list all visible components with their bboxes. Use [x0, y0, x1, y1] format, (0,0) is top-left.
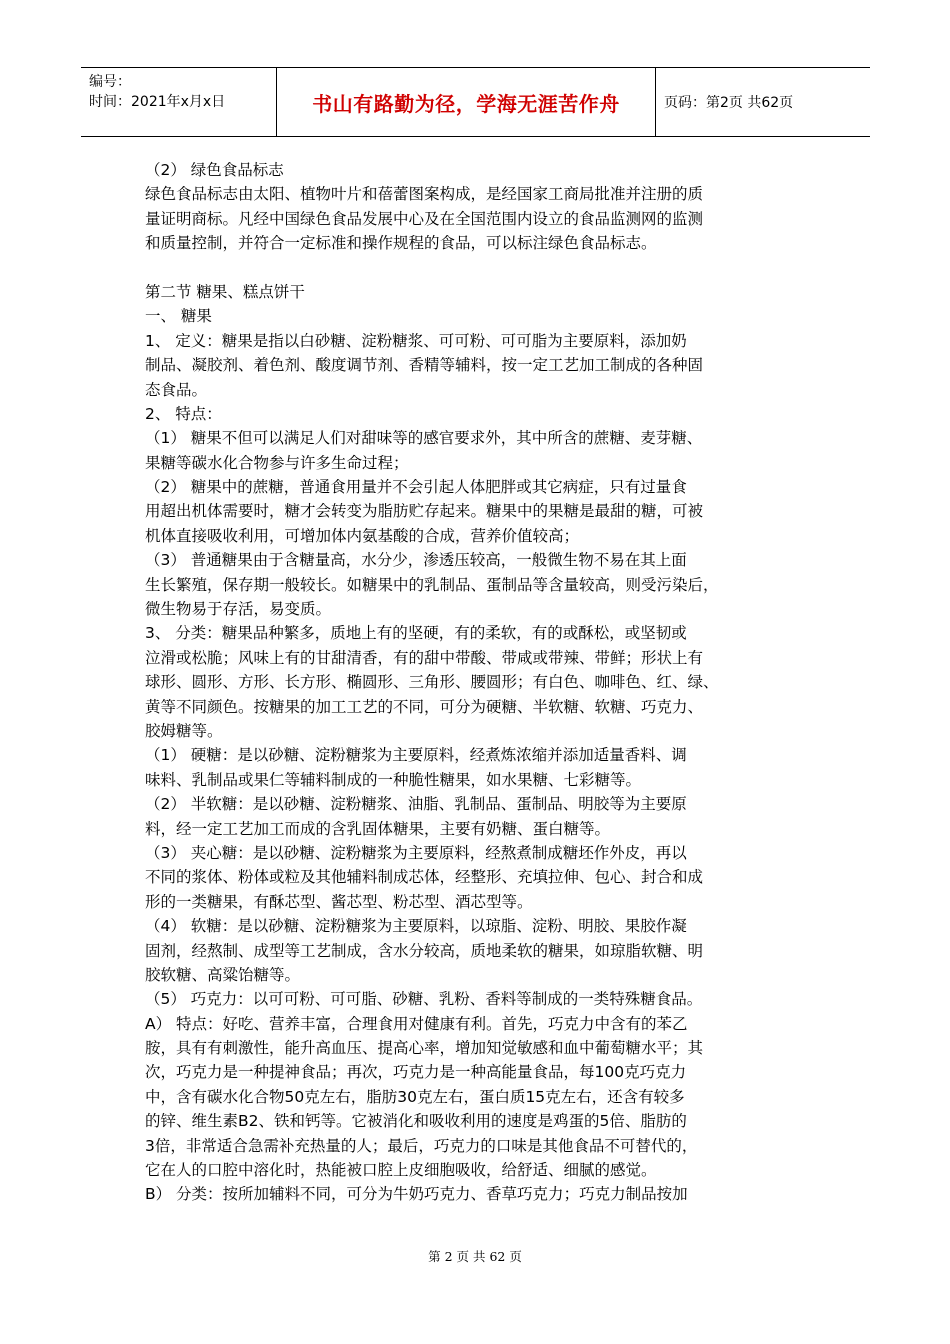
- text-line: 制品、凝胶剂、着色剂、酸度调节剂、香精等辅料，按一定工艺加工制成的各种固: [145, 356, 704, 375]
- text-line: 的锌、维生素B2、铁和钙等。它被消化和吸收利用的速度是鸡蛋的5倍、脂肪的: [145, 1112, 687, 1131]
- text-line: 胶软糖、高粱饴糖等。: [145, 965, 301, 984]
- text-line: 生长繁殖，保存期一般较长。如糖果中的乳制品、蛋制品等含量较高，则受污染后，: [145, 575, 719, 594]
- text-line: 胺，具有有刺激性，能升高血压、提高心率，增加知觉敏感和血中葡萄糖水平；其: [145, 1039, 704, 1058]
- text-line: （5） 巧克力：以可可粉、可可脂、砂糖、乳粉、香料等制成的一类特殊糖食品。: [145, 990, 703, 1009]
- header-meta: [81, 68, 276, 136]
- header-motto-cell: [276, 68, 656, 136]
- text-line: B） 分类：按所加辅料不同，可分为牛奶巧克力、香草巧克力；巧克力制品按加: [145, 1185, 688, 1204]
- document-body: [145, 158, 817, 1207]
- text-line: 3倍，非常适合急需补充热量的人；最后，巧克力的口味是其他食品不可替代的，: [145, 1136, 698, 1155]
- text-line: 和质量控制，并符合一定标准和操作规程的食品，可以标注绿色食品标志。: [145, 234, 657, 253]
- header-code-label: 编号：: [89, 74, 131, 90]
- text-line: （3） 普通糖果由于含糖量高，水分少，渗透压较高，一般微生物不易在其上面: [145, 551, 687, 570]
- text-line: 2、 特点：: [145, 404, 222, 423]
- text-line: 3、 分类：糖果品种繁多，质地上有的坚硬，有的柔软，有的或酥松，或坚韧或: [145, 624, 687, 643]
- text-line: （1） 硬糖：是以砂糖、淀粉糖浆为主要原料，经煮炼浓缩并添加适量香料、调: [145, 746, 687, 765]
- text-line: 它在人的口腔中溶化时，热能被口腔上皮细胞吸收，给舒适、细腻的感觉。: [145, 1161, 657, 1180]
- text-line: 固剂，经熬制、成型等工艺制成，含水分较高，质地柔软的糖果，如琼脂软糖、明: [145, 941, 704, 960]
- text-line: 泣滑或松脆；风味上有的甘甜清香，有的甜中带酸、带咸或带辣、带鲜；形状上有: [145, 648, 704, 667]
- text-line: 形的一类糖果，有酥芯型、酱芯型、粉芯型、酒芯型等。: [145, 892, 533, 911]
- text-line: （2） 绿色食品标志: [145, 161, 284, 179]
- text-line: 微生物易于存活，易变质。: [145, 600, 332, 619]
- page-footer: 第 2 页 共 62 页: [428, 1249, 522, 1264]
- text-line: （1） 糖果不但可以满足人们对甜味等的感官要求外，其中所含的蔗糖、麦芽糖、: [145, 429, 703, 448]
- text-line: 胶姆糖等。: [145, 721, 223, 740]
- text-line: 机体直接吸收利用，可增加体内氨基酸的合成，营养价值较高；: [145, 526, 580, 545]
- text-line: 黄等不同颜色。按糖果的加工工艺的不同，可分为硬糖、半软糖、软糖、巧克力、: [145, 697, 704, 716]
- text-line: 用超出机体需要时，糖才会转变为脂肪贮存起来。糖果中的果糖是最甜的糖，可被: [145, 502, 704, 521]
- text-line: 次，巧克力是一种提神食品；再次，巧克力是一种高能量食品，每100克巧克力: [145, 1063, 687, 1082]
- text-line: （3） 夹心糖：是以砂糖、淀粉糖浆为主要原料，经熬煮制成糖坯作外皮，再以: [145, 843, 687, 862]
- text-line: 中，含有碳水化合物50克左右，脂肪30克左右，蛋白质15克左右，还含有较多: [145, 1087, 685, 1106]
- text-line: A） 特点：好吃、营养丰富，合理食用对健康有利。首先，巧克力中含有的苯乙: [145, 1014, 688, 1033]
- text-line: （2） 半软糖：是以砂糖、淀粉糖浆、油脂、乳制品、蛋制品、明胶等为主要原: [145, 795, 687, 814]
- text-line: 一、 糖果: [145, 307, 212, 326]
- text-line: 第二节 糖果、糕点饼干: [145, 282, 305, 301]
- text-line: （2） 糖果中的蔗糖，普通食用量并不会引起人体肥胖或其它病症，只有过量食: [145, 478, 687, 497]
- text-line: 不同的浆体、粉体或粒及其他辅料制成芯体，经整形、充填拉伸、包心、封合和成: [145, 868, 704, 887]
- blank-line: [145, 256, 817, 280]
- text-line: 味料、乳制品或果仁等辅料制成的一种脆性糖果，如水果糖、七彩糖等。: [145, 770, 642, 789]
- text-line: 量证明商标。凡经中国绿色食品发展中心及在全国范围内设立的食品监测网的监测: [145, 209, 704, 228]
- header-page-info: 页码：第2页 共62页: [664, 95, 794, 111]
- text-line: 态食品。: [145, 380, 208, 399]
- text-line: 球形、圆形、方形、长方形、椭圆形、三角形、腰圆形；有白色、咖啡色、红、绿、: [145, 673, 719, 692]
- text-line: （4） 软糖：是以砂糖、淀粉糖浆为主要原料，以琼脂、淀粉、明胶、果胶作凝: [145, 917, 687, 936]
- header-time-label: 时间：2021年x月x日: [89, 94, 226, 110]
- header-motto: 书山有路勤为径，学海无涯苦作舟: [312, 91, 620, 116]
- text-line: 1、 定义：糖果是指以白砂糖、淀粉糖浆、可可粉、可可脂为主要原料，添加奶: [145, 331, 687, 350]
- page-header: [81, 67, 870, 137]
- text-line: 果糖等碳水化合物参与许多生命过程；: [145, 453, 409, 472]
- text-line: 绿色食品标志由太阳、植物叶片和蓓蕾图案构成，是经国家工商局批准并注册的质: [145, 185, 704, 204]
- text-line: 料，经一定工艺加工而成的含乳固体糖果，主要有奶糖、蛋白糖等。: [145, 819, 611, 838]
